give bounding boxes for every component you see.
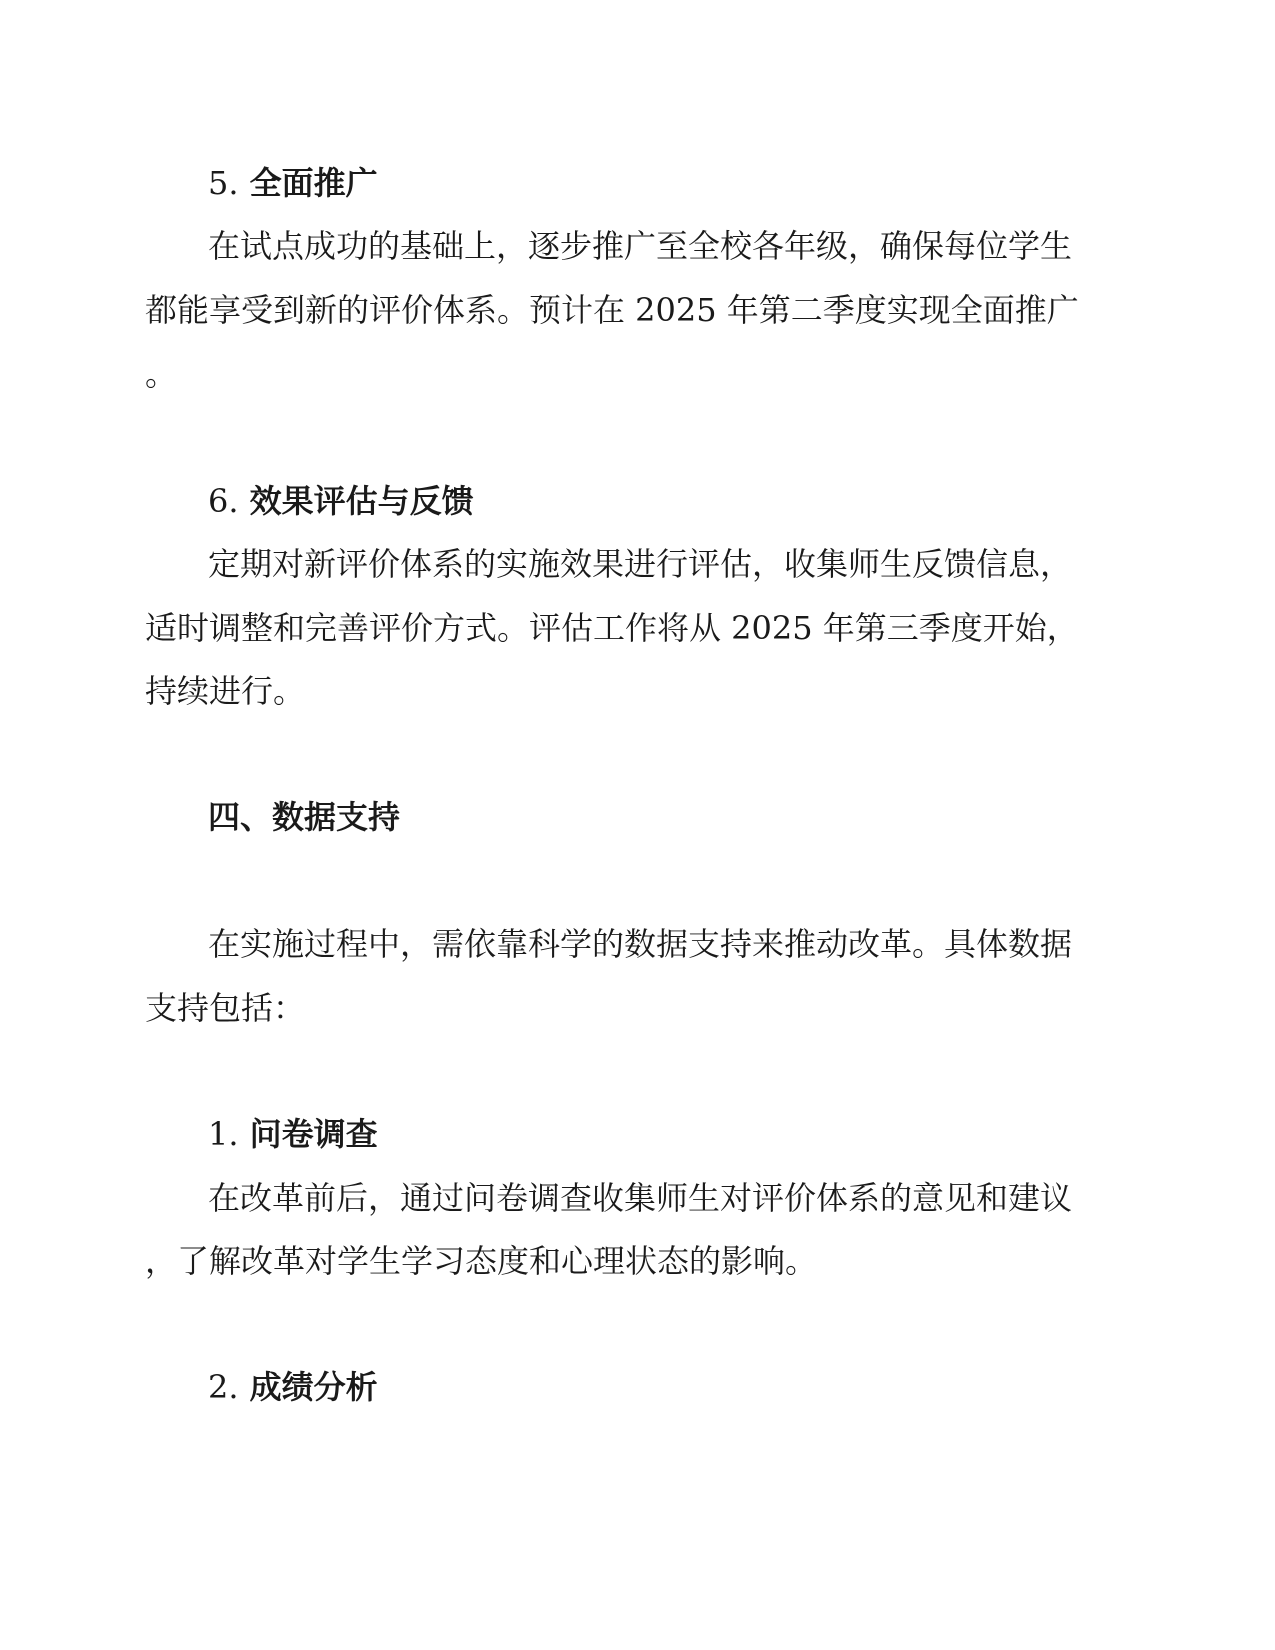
paragraph-line: 都能享受到新的评价体系。预计在 2025 年第二季度实现全面推广 <box>145 291 1079 329</box>
subsection-title: 成绩分析 <box>249 1368 378 1406</box>
section-title: 效果评估与反馈 <box>249 482 474 520</box>
paragraph-line: 。 <box>145 355 178 393</box>
paragraph-line: 定期对新评价体系的实施效果进行评估，收集师生反馈信息， <box>208 545 1073 583</box>
paragraph-line: 适时调整和完善评价方式。评估工作将从 2025 年第三季度开始， <box>145 609 1079 647</box>
paragraph-line: 支持包括： <box>145 989 306 1027</box>
paragraph-line: 持续进行。 <box>145 672 306 710</box>
section-title: 全面推广 <box>249 164 378 202</box>
paragraph-line: 在实施过程中，需依靠科学的数据支持来推动改革。具体数据 <box>208 925 1073 963</box>
subsection-number: 2. <box>208 1368 239 1406</box>
subsection-number: 1. <box>208 1115 239 1153</box>
subsection-heading <box>208 1367 378 1407</box>
subsection-title: 问卷调查 <box>249 1115 378 1153</box>
section-number: 5. <box>208 164 239 202</box>
paragraph-line: ，了解改革对学生学习态度和心理状态的影响。 <box>145 1242 818 1280</box>
subsection-heading <box>208 1114 378 1154</box>
paragraph-line: 在试点成功的基础上，逐步推广至全校各年级，确保每位学生 <box>208 227 1073 265</box>
paragraph-line: 在改革前后，通过问卷调查收集师生对评价体系的意见和建议 <box>208 1179 1073 1217</box>
section-number: 6. <box>208 482 239 520</box>
section-heading <box>208 481 474 521</box>
chapter-title: 四、数据支持 <box>208 798 401 836</box>
section-heading <box>208 163 378 203</box>
